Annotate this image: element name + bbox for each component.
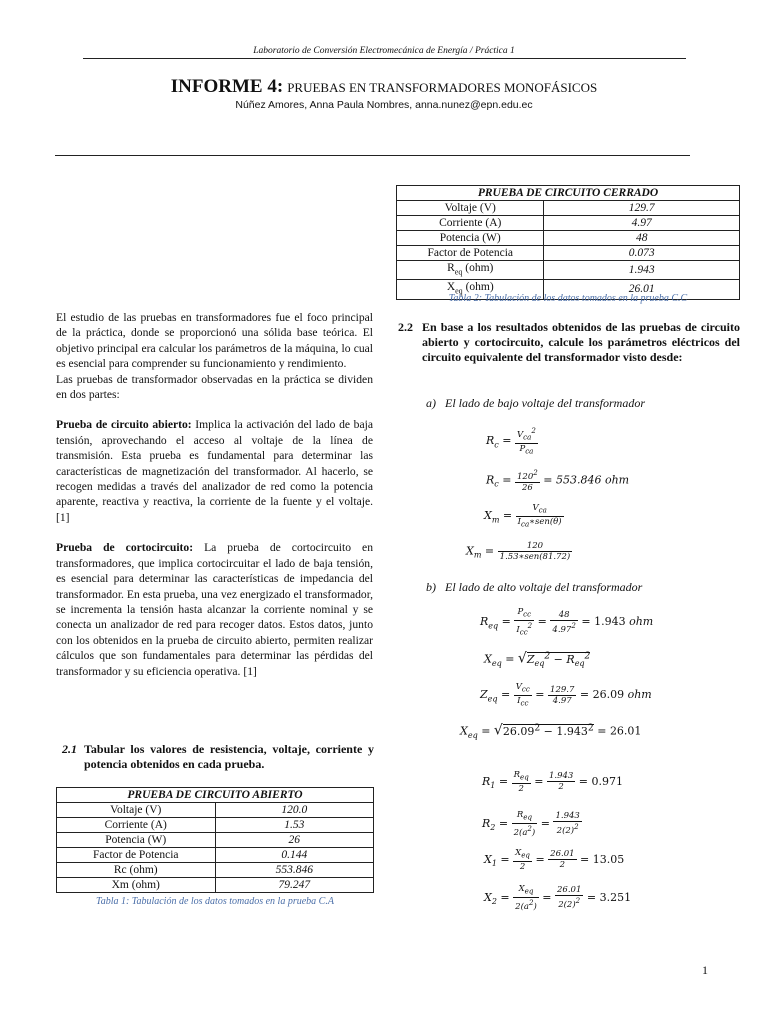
item-b-label: b)	[426, 580, 436, 594]
eq-req: $R_{eq}$ = $\frac{P_{cc}}{I_{cc}^2}$ = $\frac{48}{4.97^2}$ = 1.943 ohm	[480, 607, 654, 637]
item-a-label: a)	[426, 396, 436, 410]
eq-zeq: $Z_{eq}$ = $\frac{V_{cc}}{I_{cc}}$ = $\frac{129.7}{4.97}$ = 26.09 ohm	[480, 682, 652, 708]
table-row	[57, 848, 374, 863]
intro-paragraph: El estudio de las pruebas en transformadores fue el foco principal de la práctica, donde se proporcionó una sólida base teórica. El objetivo principal era calcular los parámetros de la máquina, lo cual es esencial para comprender su funcionamiento y rendimiento.	[56, 311, 373, 371]
title-main: INFORME 4:	[170, 76, 284, 97]
table-cell-key: Voltaje (V)	[57, 803, 216, 818]
table-cell-value: 4.97	[544, 216, 740, 231]
item-b	[426, 580, 642, 595]
short-circuit-text: La prueba de cortocircuito en transformadores, que implica cortocircuitar el lado de baja tensión, es esencial para determinar las características de impedancia del transformador. En esta prueba, una vez energizado el transformador, se incrementa la tensión hasta alcanzar la corriente nominal y se conecta un analizador de red para recoger datos. Estos datos, junto con los obtenidos en la prueba de circuito abierto, permiten realizar cálculos que son fundamentales para determinar las pérdidas del transformador y su eficiencia operativa. [1]	[56, 541, 373, 678]
eq-xm-value: $X_m$ = $\frac{120}{\text{1.53∗sen(81.72)}}$	[466, 541, 571, 562]
section-2-2-text: En base a los resultados obtenidos de las pruebas de circuito abierto y cortocircuito, calcule los parámetros eléctricos del circuito equivalente del transformador visto desde:	[422, 320, 740, 364]
table-cell-key: Xm (ohm)	[57, 878, 216, 893]
table-row	[397, 216, 740, 231]
eq-xeq-value: $X_{eq} = √26.09^2 - 1.943^2 = 26.01$	[460, 722, 642, 740]
open-circuit-table	[56, 787, 374, 893]
table-row	[57, 818, 374, 833]
table-row	[57, 863, 374, 878]
left-column	[56, 310, 373, 679]
table-title: PRUEBA DE CIRCUITO CERRADO	[397, 186, 740, 201]
table-row	[397, 261, 740, 280]
table-row	[57, 803, 374, 818]
running-header: Laboratorio de Conversión Electromecánica de Energía / Práctica 1	[253, 46, 515, 56]
table-cell-key: $R_{eq}$ (ohm)	[397, 261, 544, 280]
authors-line: Núñez Amores, Anna Paula Nombres, anna.nunez@epn.edu.ec	[235, 99, 533, 111]
short-circuit-paragraph	[56, 540, 373, 679]
eq-x2: $X_2$ = $\frac{X_{eq}}{2(a^2)}$ = $\frac{26.01}{2(2)^2}$ = 3.251	[484, 884, 632, 912]
section-2-2-number: 2.2	[398, 320, 413, 334]
open-circuit-label: Prueba de circuito abierto:	[56, 418, 192, 432]
table-cell-value: 1.53	[215, 818, 374, 833]
table-cell-value: 0.073	[544, 246, 740, 261]
closed-circuit-table	[396, 185, 740, 300]
table-row	[397, 201, 740, 216]
table-cell-value: 26.01	[544, 280, 740, 299]
table-cell-key: Potencia (W)	[397, 231, 544, 246]
item-a	[426, 396, 645, 411]
table-row	[57, 833, 374, 848]
table-cell-key: $X_{eq}$ (ohm)	[397, 280, 544, 299]
table-cell-value: 48	[544, 231, 740, 246]
table-cell-value: 1.943	[544, 261, 740, 280]
eq-xeq-formula: $X_{eq} = √Z_{eq}^2 - R_{eq}^2$	[484, 650, 591, 668]
table-cell-key: Corriente (A)	[57, 818, 216, 833]
table-row	[57, 878, 374, 893]
eq-xm-formula: $X_m$ = $\frac{V_{ca}}{I_{ca}∗sen(\theta)}$	[484, 503, 562, 529]
abstract-rule	[55, 155, 690, 156]
table-row	[397, 246, 740, 261]
intro-paragraph-2: Las pruebas de transformador observadas en la práctica se dividen en dos partes:	[56, 372, 373, 402]
section-2-1-number: 2.1	[62, 742, 77, 756]
eq-rc-formula: $R_c$ = $\frac{V_{ca}^2}{P_{ca}}$	[486, 426, 536, 456]
table-cell-key: Factor de Potencia	[397, 246, 544, 261]
open-circuit-paragraph	[56, 417, 373, 525]
title-sub: PRUEBAS EN TRANSFORMADORES MONOFÁSICOS	[287, 80, 598, 95]
eq-rc-value: $R_c$ = $\frac{120^2}{26}$ = 553.846 ohm	[486, 468, 630, 493]
section-2-1-text: Tabular los valores de resistencia, voltaje, corriente y potencia obtenidos en cada prueba.	[84, 742, 374, 771]
table-cell-key: Corriente (A)	[397, 216, 544, 231]
table-title: PRUEBA DE CIRCUITO ABIERTO	[57, 788, 374, 803]
table-cell-key: Factor de Potencia	[57, 848, 216, 863]
table-cell-value: 120.0	[215, 803, 374, 818]
table-row	[397, 231, 740, 246]
table-cell-key: Rc (ohm)	[57, 863, 216, 878]
page-number: 1	[702, 963, 708, 977]
table-cell-value: 553.846	[215, 863, 374, 878]
open-circuit-text: Implica la activación del lado de baja tensión, aprovechando el acceso al voltaje de la línea de transmisión. Esta prueba es fundamental para determinar las características de magnetización del transformador. Al hacerlo, se recogen medidas a través del analizador de red como la potencia aparente, reactiva y reactiva, la corriente de la fuente y el voltaje. [1]	[56, 418, 373, 524]
table-cell-value: 129.7	[544, 201, 740, 216]
eq-r2: $R_2$ = $\frac{R_{eq}}{2(a^2)}$ = $\frac{1.943}{2(2)^2}$	[482, 810, 580, 838]
eq-r1: $R_1$ = $\frac{R_{eq}}{2}$ = $\frac{1.943}{2}$ = 0.971	[482, 770, 624, 794]
item-b-text: El lado de alto voltaje del transformador	[445, 580, 643, 594]
eq-x1: $X_1$ = $\frac{X_{eq}}{2}$ = $\frac{26.01}{2}$ = 13.05	[484, 848, 625, 872]
table-1-caption: Tabla 1: Tabulación de los datos tomados en la prueba C.A	[96, 896, 334, 907]
section-2-1	[62, 742, 374, 772]
section-2-2	[398, 320, 740, 365]
table-cell-value: 26	[215, 833, 374, 848]
table-cell-key: Potencia (W)	[57, 833, 216, 848]
table-cell-key: Voltaje (V)	[397, 201, 544, 216]
table-2-caption: Tabla 2: Tabulación de los datos tomados en la prueba C.C	[448, 293, 688, 304]
paper-title	[0, 76, 768, 98]
table-cell-value: 79.247	[215, 878, 374, 893]
short-circuit-label: Prueba de cortocircuito:	[56, 541, 194, 555]
item-a-text: El lado de bajo voltaje del transformador	[445, 396, 645, 410]
table-cell-value: 0.144	[215, 848, 374, 863]
header-rule	[83, 58, 686, 59]
